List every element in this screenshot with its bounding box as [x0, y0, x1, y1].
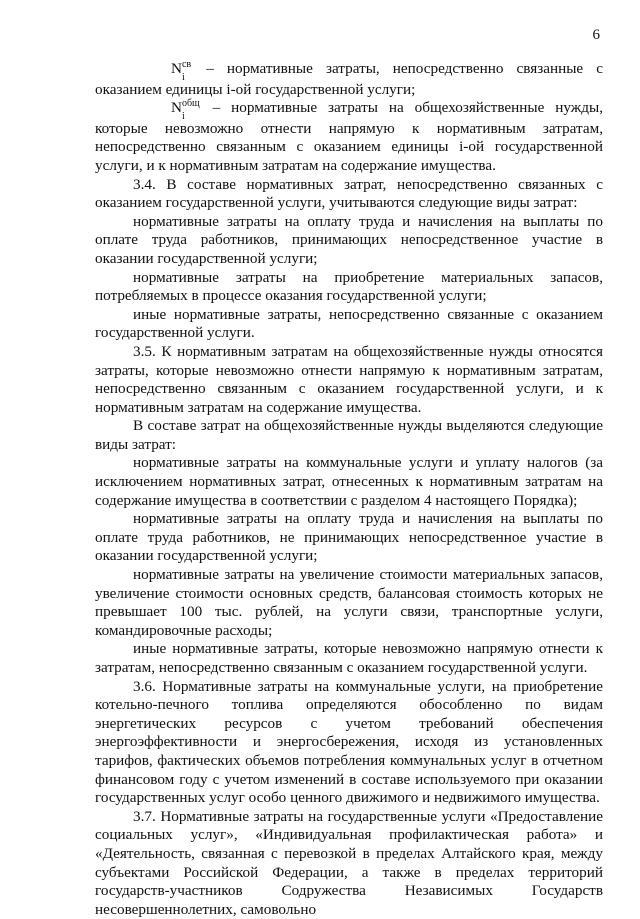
page-number: 6 — [592, 27, 600, 43]
definition-paragraph — [95, 99, 603, 175]
list-item-paragraph: нормативные затраты на оплату труда и начисления на выплаты по оплате труда работников, принимающих непосредственное участие в оказании государственной услуги; — [95, 212, 603, 267]
symbol-subscript: i — [182, 72, 185, 83]
symbol-subscript: i — [182, 111, 185, 123]
section-3-6-paragraph: 3.6. Нормативные затраты на коммунальные услуги, на приобретение котельно-печного топлива определяются обособленно по видам энергетических ресурсов с учетом требований обеспечения энергоэффективности и энергосбережения, исходя из установленных тарифов, фактических объемов потребления коммунальных услуг в отчетном финансовом году с учетом изменений в составе используемого при оказании государственных услуг особо ценного движимого и недвижимого имущества. — [95, 677, 603, 807]
formula-symbol — [133, 98, 200, 123]
section-3-5-paragraph: 3.5. К нормативным затратам на общехозяйственные нужды относятся затраты, которые невозможно отнести напрямую к нормативным затратам, непосредственно связанным с оказанием государственной услуги, и к нормативным затратам на содержание имущества. — [95, 342, 603, 416]
list-item-paragraph: нормативные затраты на коммунальные услуги и уплату налогов (за исключением нормативных затрат, отнесенных к нормативным затратам на содержание имущества в соответствии с разделом 4 настоящего Порядка); — [95, 454, 603, 509]
list-item-paragraph: иные нормативные затраты, которые невозможно напрямую отнести к затратам, непосредственно связанным с оказанием государственной услуги. — [95, 640, 603, 676]
list-item-paragraph: нормативные затраты на оплату труда и начисления на выплаты по оплате труда работников, не принимающих непосредственное участие в оказании государственной услуги; — [95, 510, 603, 565]
document-body — [95, 60, 603, 919]
formula-symbol — [133, 60, 191, 81]
symbol-base: N — [171, 60, 182, 77]
section-3-7-paragraph: 3.7. Нормативные затраты на государственные услуги «Предоставление социальных услуг», «Индивидуальная профилактическая работа» и «Деятельность, связанная с перевозкой в пределах Алтайского края, между субъектами Российской Федерации, а также в пределах территорий государств-участников Содружества Независимых Государств несовершеннолетних, самовольно — [95, 807, 603, 918]
body-paragraph: В составе затрат на общехозяйственные нужды выделяются следующие виды затрат: — [95, 417, 603, 453]
symbol-superscript: общ — [181, 98, 200, 110]
list-item-paragraph: нормативные затраты на увеличение стоимости материальных запасов, увеличение стоимости основных средств, балансовая стоимость которых не превышает 100 тыс. рублей, на услуги связи, транспортные услуги, командировочные расходы; — [95, 566, 603, 639]
symbol-base: N — [171, 99, 182, 117]
list-item-paragraph: нормативные затраты на приобретение материальных запасов, потребляемых в процессе оказания государственной услуги; — [95, 268, 603, 305]
section-3-4-paragraph: 3.4. В составе нормативных затрат, непосредственно связанных с оказанием государственной услуги, учитываются следующие виды затрат: — [95, 175, 603, 212]
definition-text: – нормативные затраты, непосредственно связанные с оказанием единицы i-ой государственной услуги; — [95, 60, 603, 98]
symbol-superscript: св — [181, 59, 192, 70]
definition-paragraph — [95, 60, 603, 99]
definition-text: – нормативные затраты на общехозяйственные нужды, которые невозможно отнести напрямую к нормативным затратам, непосредственно связанным с оказанием единицы i-ой государственной услуги, и к нормативным затратам на содержание имущества. — [95, 99, 603, 174]
list-item-paragraph: иные нормативные затраты, непосредственно связанные с оказанием государственной услуги. — [95, 305, 603, 342]
